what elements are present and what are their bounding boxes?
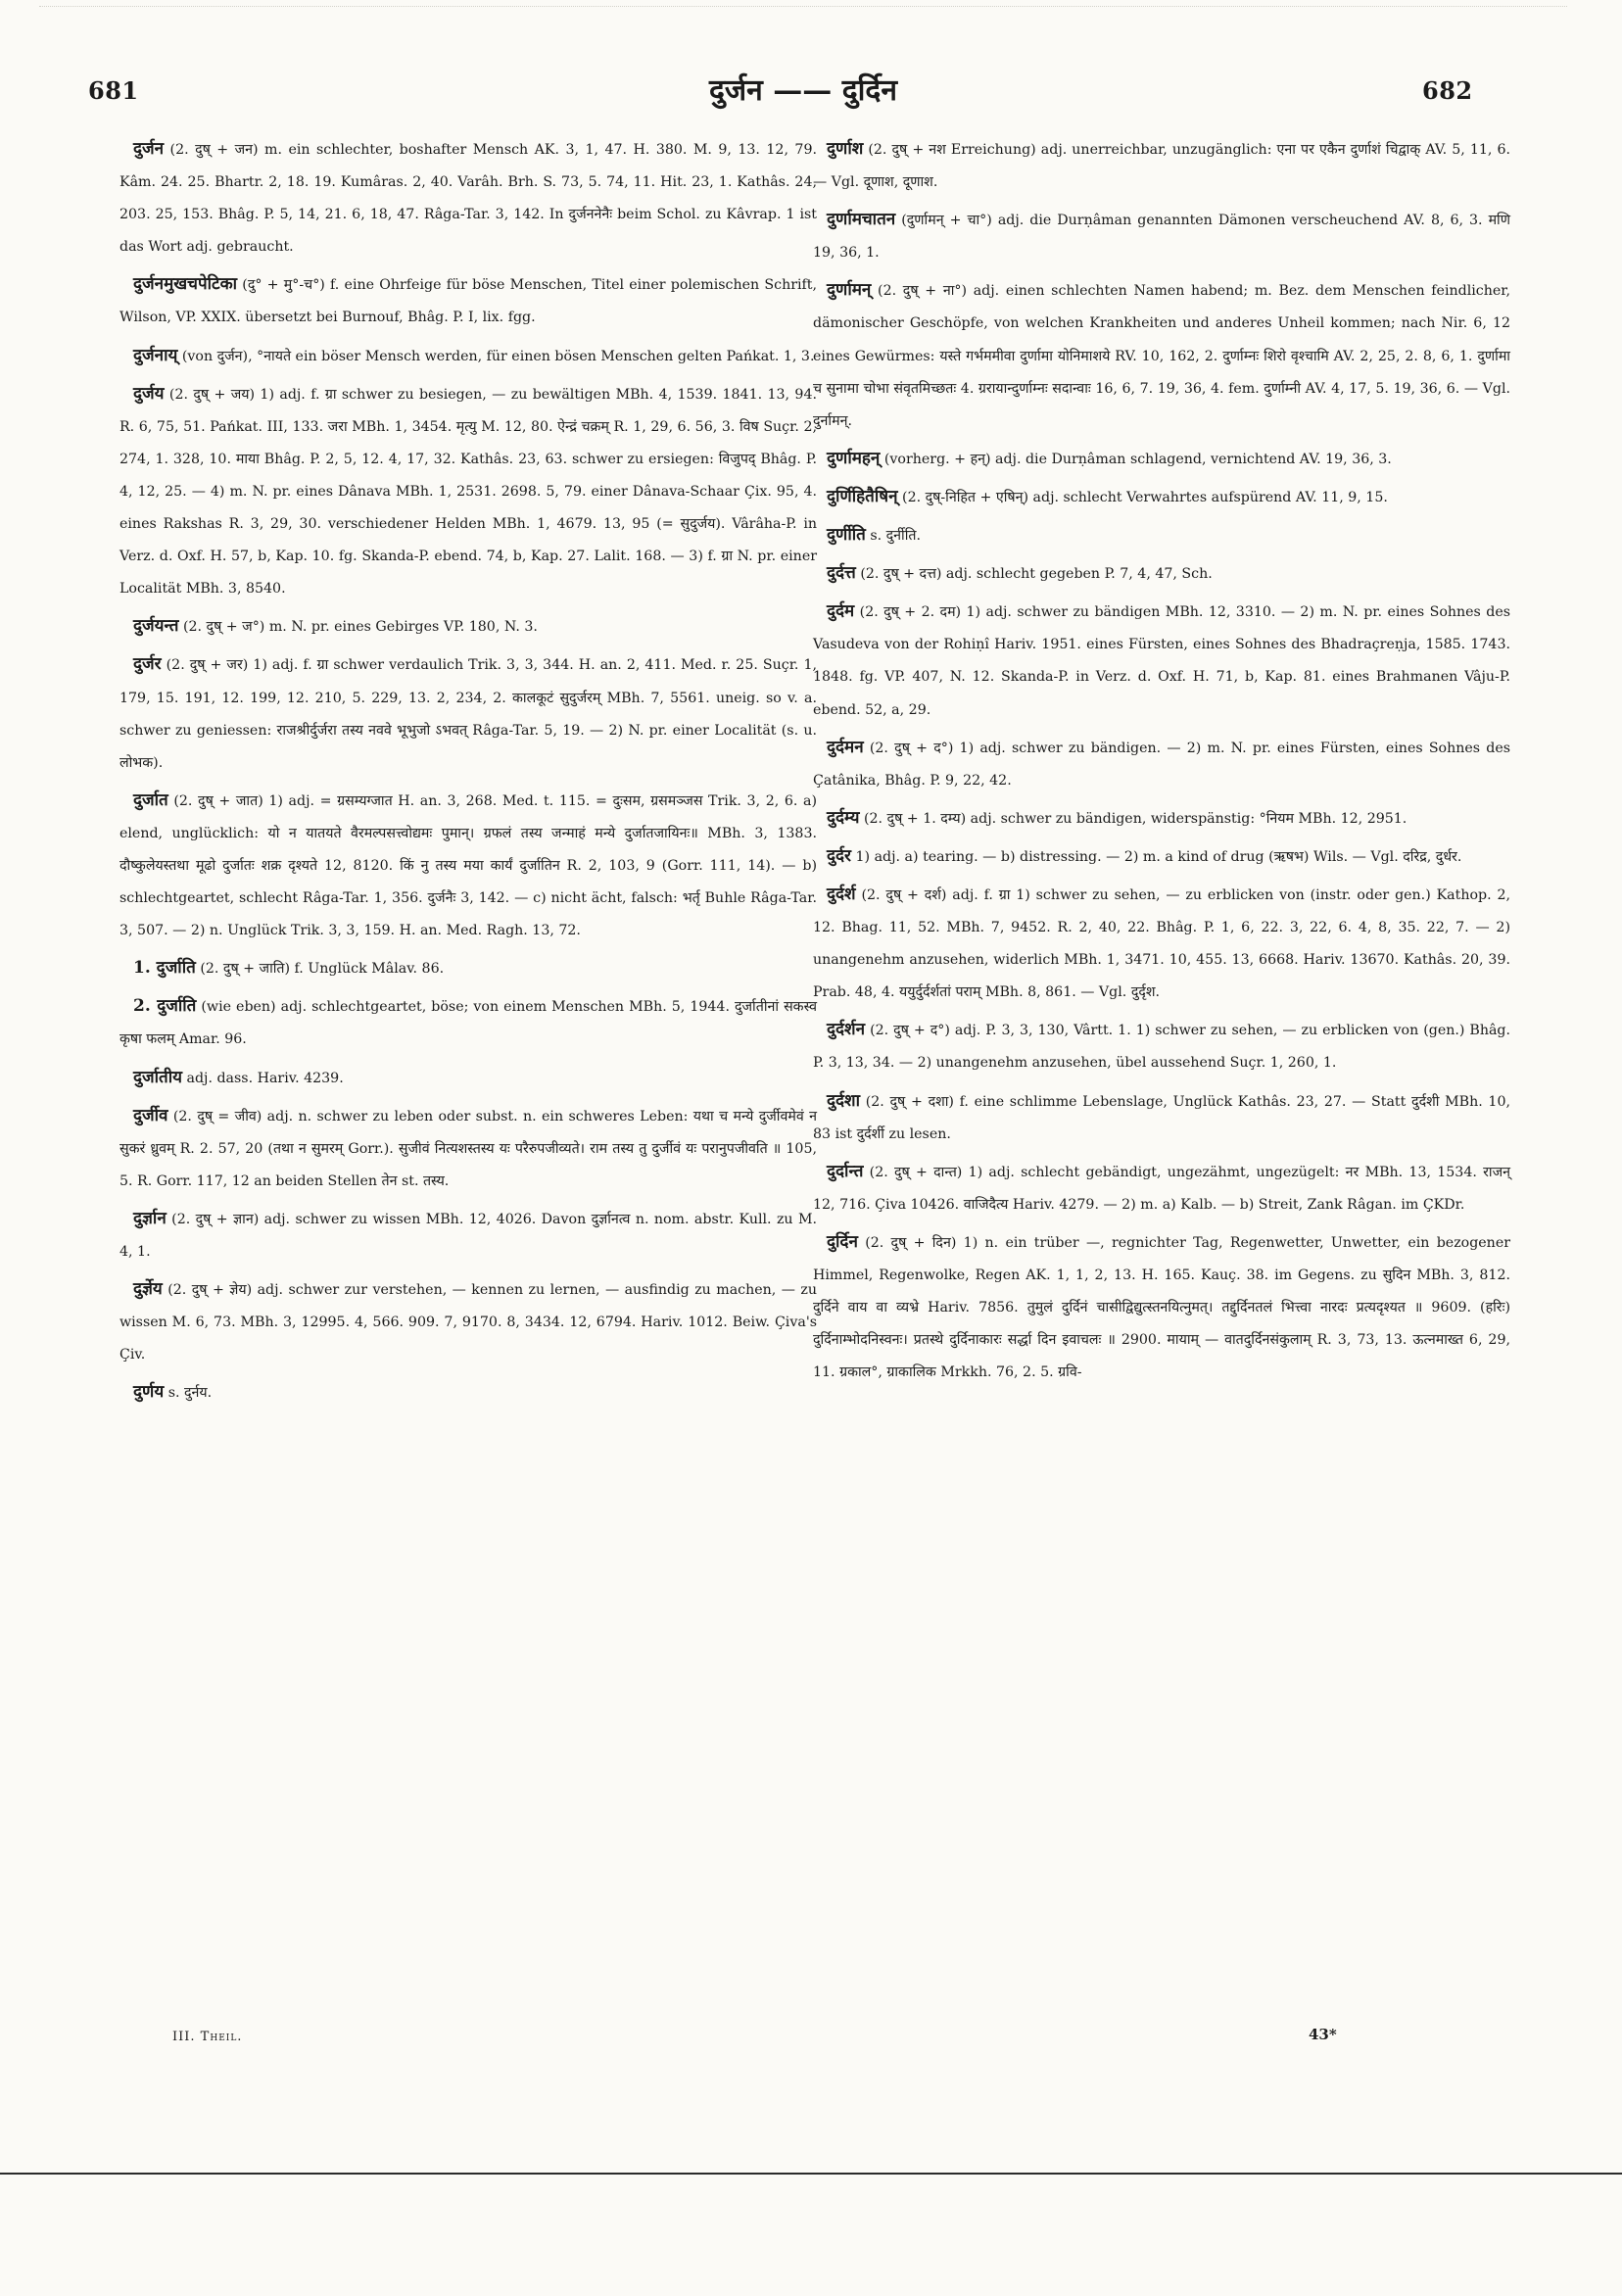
entry-headword: दुर्जय xyxy=(133,383,165,404)
entry-headword: 2. दुर्जाति xyxy=(133,996,197,1017)
entry-headword: दुर्दिन xyxy=(827,1231,858,1252)
entry-headword: दुर्जात xyxy=(133,789,168,810)
entry-headword: दुर्णाश xyxy=(827,139,864,159)
entry-text: (2. दुष् + दिन) 1) n. ein trüber —, regnichter Tag, Regenwetter, Unwetter, ein bezogener Himmel, Regenwolke, Regen AK. 1, 1, 2, 13. H. 165. Kauç. 38. im Gegens. zu सुदिन MBh. 3, 812. दुर्दिने वाय वा व्यभ्रे Hariv. 7856. तुमुलं दुर्दिनं चासीद्विद्युत्स्तनयित्नुमत्। तद्दुर्दिनतलं भित्त्वा नारदः प्रत्यदृश्यत ॥ 9609. (हरिः) दुर्दिनाम्भोदनिस्वनः। प्रतस्थे दुर्दिनाकारः सर्द्धा दिन इवाचलः ॥ 2900. मायाम् — वातदुर्दिनसंकुलाम् R. 3, 73, 13. ऊत्नमाख्त 6, 29, 11. ग्रकाल°, ग्राकालिक Mrkkh. 76, 2. 5. ग्रवि- xyxy=(813,1234,1510,1381)
entry-headword: दुर्जनमुखचपेटिका xyxy=(133,274,238,295)
dictionary-entry xyxy=(813,133,1510,199)
entry-text: (2. दुष् + दशा) f. eine schlimme Lebenslage, Unglück Kathâs. 23, 27. — Statt दुर्दशी MBh. 10, 83 ist दुर्दर्शी zu lesen. xyxy=(813,1093,1510,1142)
entry-text: (2. दुष् + जर) 1) adj. f. ग्रा schwer verdaulich Trik. 3, 3, 344. H. an. 2, 411. Med. r. 25. Suçr. 1, 179, 15. 191, 12. 199, 12. 210, 5. 229, 13. 2, 234, 2. कालकूटं सुदुर्जरम् MBh. 7, 5561. uneig. so v. a. schwer zu geniessen: राजश्रीर्दुर्जरा तस्य नववे भूभुजो ऽभवत् Râga-Tar. 5, 19. — 2) N. pr. einer Localität (s. u. लोभक). xyxy=(119,657,817,771)
entry-headword: दुर्जनाय् xyxy=(133,345,178,365)
dictionary-entry xyxy=(813,802,1510,836)
dictionary-entry xyxy=(119,648,817,779)
dictionary-entry xyxy=(813,1226,1510,1389)
dictionary-entry xyxy=(813,1014,1510,1079)
dictionary-entry xyxy=(119,952,817,985)
entry-text: (2. दुष् + द°) adj. P. 3, 3, 130, Vârtt. 1. 1) schwer zu sehen, — zu erblicken von (gen.) Bhâg. P. 3, 13, 34. — 2) unangenehm anzusehen, übel aussehend Suçr. 1, 260, 1. xyxy=(813,1023,1511,1072)
dictionary-entry xyxy=(813,557,1510,591)
entry-headword: दुर्णामचातन xyxy=(827,210,896,230)
dictionary-entry xyxy=(813,879,1510,1009)
entry-text: (vorherg. + हन्) adj. die Durṇâman schlagend, vernichtend AV. 19, 36, 3. xyxy=(883,451,1392,467)
dictionary-entry xyxy=(119,1203,817,1268)
entry-text: (2. दुष् = जीव) adj. n. schwer zu leben oder subst. n. ein schweres Leben: यथा च मन्ये दुर्जीवमेवं न सुकरं ध्रुवम् R. 2. 57, 20 (तथा न सुमरम् Gorr.). सुजीवं नित्यशस्तस्य यः परैरुपजीव्यते। राम तस्य तु दुर्जीवं यः परानुपजीवति ॥ 105, 5. R. Gorr. 117, 12 an beiden Stellen तेन st. तस्य. xyxy=(119,1108,817,1189)
entry-text: (दुर्णामन् + चा°) adj. die Durṇâman genannten Dämonen verscheuchend AV. 8, 6, 3. मणि 19, 36, 1. xyxy=(813,213,1510,262)
entry-headword: दुर्जीव xyxy=(133,1105,168,1125)
entry-text: (2. दुष् + जात) 1) adj. = ग्रसम्यग्जात H. an. 3, 268. Med. t. 115. = दुःसम, ग्रसमञ्जस Trik. 3, 2, 6. a) elend, unglücklich: यो न यातयते वैरमल्पसत्त्वोद्यमः पुमान्। ग्रफलं तस्य जन्माहं मन्ये दुर्जातजायिनः॥ MBh. 3, 1383. दौष्कुलेयस्तथा मूढो दुर्जातः शक्र दृश्यते 12, 8120. किं नु तस्य मया कार्यं दुर्जातिन R. 2, 103, 9 (Gorr. 111, 14). — b) schlechtgeartet, schlecht Râga-Tar. 1, 356. दुर्जनैः 3, 142. — c) nicht ächt, falsch: भर्तृ Buhle Râga-Tar. 3, 507. — 2) n. Unglück Trik. 3, 3, 159. H. an. Med. Ragh. 13, 72. xyxy=(119,792,817,939)
entry-headword: दुर्णामन् xyxy=(827,280,872,301)
dictionary-entry xyxy=(813,596,1510,726)
entry-headword: दुर्दम्य xyxy=(827,807,860,828)
dictionary-entry xyxy=(119,268,817,334)
entry-headword: दुर्दमन xyxy=(827,737,864,757)
entry-headword: दुर्णीति xyxy=(827,525,866,546)
dictionary-entry xyxy=(119,990,817,1056)
entry-headword: दुर्जन xyxy=(133,139,165,159)
dictionary-entry xyxy=(813,1085,1510,1151)
entry-headword: दुर्दम xyxy=(827,601,855,622)
entry-text: (2. दुष् + दर्श) adj. f. ग्रा 1) schwer zu sehen, — zu erblicken von (instr. oder gen.) Kathop. 2, 12. Bhag. 11, 52. MBh. 7, 9452. R. 2, 40, 22. Bhâg. P. 1, 6, 22. 3, 22, 6. 4, 8, 35. 22, 7. — 2) unangenehm anzusehen, widerlich MBh. 1, 3471. 10, 455. 13, 6668. Hariv. 13670. Kathâs. 20, 39. Prab. 48, 4. ययुर्दुर्दर्शतां पराम् MBh. 8, 861. — Vgl. दुर्दृश. xyxy=(813,886,1510,1001)
entry-text: (2. दुष् + नश Erreichung) adj. unerreichbar, unzugänglich: एना पर एकैन दुर्णाशं चिद्वाक् AV. 5, 11, 6. — Vgl. दूणाश, दूणाश. xyxy=(813,142,1510,191)
entry-headword: दुर्णिहितैषिन् xyxy=(827,486,898,506)
entry-text: (2. दुष्-निहित + एषिन्) adj. schlecht Verwahrtes aufspürend AV. 11, 9, 15. xyxy=(902,489,1388,505)
entry-text: s. दुर्नय. xyxy=(167,1385,213,1402)
entry-headword: दुर्णामहन् xyxy=(827,448,881,468)
dictionary-entry xyxy=(813,204,1510,269)
entry-text: 1) adj. a) tearing. — b) distressing. — 2) m. a kind of drug (ऋषभ) Wils. — Vgl. दरिद्र, दुर्धर. xyxy=(855,848,1462,865)
entry-headword: दुर्दत्त xyxy=(827,563,856,584)
entry-headword: दुर्दान्त xyxy=(827,1161,864,1181)
dictionary-entry xyxy=(119,785,817,947)
entry-text: (von दुर्जन), °नायते ein böser Mensch werden, für einen bösen Menschen gelten Pańkat. 1, 3. xyxy=(181,348,815,364)
entry-text: (2. दुष् + जय) 1) adj. f. ग्रा schwer zu besiegen, — zu bewältigen MBh. 4, 1539. 1841. 13, 94. R. 6, 75, 51. Pańkat. III, 133. जरा MBh. 1, 3454. मृत्यु M. 12, 80. ऐन्द्रं चक्रम् R. 1, 29, 6. 56, 3. विष Suçr. 2, 274, 1. 328, 10. माया Bhâg. P. 2, 5, 12. 4, 17, 32. Kathâs. 23, 63. schwer zu ersiegen: विजुपद् Bhâg. P. 4, 12, 25. — 4) m. N. pr. eines Dânava MBh. 1, 2531. 2698. 5, 79. einer Dânava-Schaar Çix. 95, 4. eines Rakshas R. 3, 29, 30. verschiedener Helden MBh. 1, 4679. 13, 95 (= सुदुर्जय). Vârâha-P. in Verz. d. Oxf. H. 57, b, Kap. 10. fg. Skanda-P. ebend. 74, b, Kap. 27. Lalit. 168. — 3) f. ग्रा N. pr. einer Localität MBh. 3, 8540. xyxy=(119,386,817,598)
entry-text: (2. दुष् + दत्त) adj. schlecht gegeben P. 7, 4, 47, Sch. xyxy=(860,566,1213,583)
entry-text: (2. दुष् + दान्त) 1) adj. schlecht gebändigt, ungezähmt, ungezügelt: नर MBh. 13, 1534. राजन् 12, 716. Çiva 10426. वाजिदैत्य Hariv. 4279. — 2) m. a) Kalb. — b) Streit, Zank Râgan. im ÇKDr. xyxy=(813,1164,1511,1213)
page-number-left: 681 xyxy=(88,76,139,105)
entry-headword: दुर्जातीय xyxy=(133,1067,182,1087)
scan-edge xyxy=(39,6,1567,17)
dictionary-entry xyxy=(119,1062,817,1095)
dictionary-entry xyxy=(813,481,1510,514)
dictionary-entry xyxy=(119,1100,817,1198)
dictionary-entry xyxy=(813,443,1510,476)
dictionary-entry xyxy=(119,610,817,644)
dictionary-entry xyxy=(119,378,817,606)
dictionary-entry xyxy=(813,1156,1510,1221)
entry-headword: दुर्जयन्त xyxy=(133,616,179,637)
dictionary-entry xyxy=(813,732,1510,797)
entry-text: (2. दुष् + 1. दम्य) adj. schwer zu bändigen, widerspänstig: °नियम MBh. 12, 2951. xyxy=(863,810,1407,827)
entry-text: (2. दुष् + 2. दम) 1) adj. schwer zu bändigen MBh. 12, 3310. — 2) m. N. pr. eines Sohnes des Vasudeva von der Rohiṇî Hariv. 1951. eines Fürsten, eines Sohnes des Bhadraçreṇja, 1585. 1743. 1848. fg. VP. 407, N. 12. Skanda-P. in Verz. d. Oxf. H. 71, b, Kap. 81. eines Brahmanen Vâju-P. ebend. 52, a, 29. xyxy=(813,604,1510,718)
dictionary-entry xyxy=(813,840,1510,874)
entry-headword: दुर्दर्शन xyxy=(827,1020,866,1040)
entry-text: (2. दुष् + जाति) f. Unglück Mâlav. 86. xyxy=(200,961,445,978)
dictionary-entry xyxy=(813,274,1510,437)
signature-mark: 43* xyxy=(1309,2026,1337,2043)
entry-headword: दुर्णय xyxy=(133,1382,165,1403)
entry-text: (2. दुष् + ज्ञेय) adj. schwer zur verstehen, — kennen zu lernen, — ausfindig zu machen, — zu wissen M. 6, 73. MBh. 3, 12995. 4, 566. 909. 7, 9170. 8, 3434. 12, 6794. Hariv. 1012. Beiw. Çiva's Çiv. xyxy=(119,1282,817,1363)
page-number-right: 682 xyxy=(1422,76,1473,105)
entry-text: (2. दुष् + जन) m. ein schlechter, boshafter Mensch AK. 3, 1, 47. H. 380. M. 9, 13. 12, 79. Kâm. 24. 25. Bhartr. 2, 18. 19. Kumâras. 2, 40. Varâh. Brh. S. 73, 5. 74, 11. Hit. 23, 1. Kathâs. 24, 203. 25, 153. Bhâg. P. 5, 14, 21. 6, 18, 47. Râga-Tar. 3, 142. In दुर्जननेनैः beim Schol. zu Kâvrap. 1 ist das Wort adj. gebraucht. xyxy=(119,142,817,256)
running-head: दुर्जन —— दुर्दिन xyxy=(708,73,897,108)
entry-text: (2. दुष् + द°) 1) adj. schwer zu bändigen. — 2) m. N. pr. eines Fürsten, eines Sohnes des Çatânika, Bhâg. P. 9, 22, 42. xyxy=(813,740,1511,789)
entry-headword: दुर्दशा xyxy=(827,1090,861,1111)
entry-text: (2. दुष् + ना°) adj. einen schlechten Namen habend; m. Bez. dem Menschen feindlicher, dämonischer Geschöpfe, von welchen Krankheiten und anderes Unheil kommen; nach Nir. 6, 12 eines Gewürmes: यस्ते गर्भममीवा दुर्णामा योनिमाशये RV. 10, 162, 2. दुर्णाम्नः शिरो वृश्चामि AV. 2, 25, 2. 8, 6, 1. दुर्णामा च सुनामा चोभा संवृतमिच्छतः 4. ग्ररायान्दुर्णाम्नः सदान्वाः 16, 6, 7. 19, 36, 4. fem. दुर्णाम्नी AV. 4, 17, 5. 19, 36, 6. — Vgl. दुर्नामन्. xyxy=(813,283,1510,429)
entry-headword: 1. दुर्जाति xyxy=(133,958,196,979)
entry-text: (2. दुष् + ज्ञान) adj. schwer zu wissen MBh. 12, 4026. Davon दुर्ज्ञानत्व n. nom. abstr. Kull. zu M. 4, 1. xyxy=(119,1211,818,1260)
dictionary-entry xyxy=(119,1273,817,1371)
dictionary-entry xyxy=(119,1376,817,1410)
dictionary-entry xyxy=(119,133,817,263)
bottom-rule xyxy=(0,2173,1622,2175)
dictionary-entry xyxy=(119,340,817,373)
left-column xyxy=(119,133,817,1414)
dictionary-entry xyxy=(813,519,1510,552)
entry-text: (wie eben) adj. schlechtgeartet, böse; von einem Menschen MBh. 5, 1944. दुर्जातीनां सकस्व कृषा फलम् Amar. 96. xyxy=(119,999,817,1048)
entry-headword: दुर्दर्श xyxy=(827,884,856,904)
entry-text: s. दुर्नीति. xyxy=(870,528,921,545)
entry-headword: दुर्जर xyxy=(133,654,162,675)
right-column xyxy=(813,133,1510,1394)
entry-text: (2. दुष् + ज°) m. N. pr. eines Gebirges VP. 180, N. 3. xyxy=(182,619,538,636)
entry-text: (दु° + मु°-च°) f. eine Ohrfeige für böse Menschen, Titel einer polemischen Schrift, Wilson, VP. XXIX. übersetzt bei Burnouf, Bhâg. P. I, lix. fgg. xyxy=(119,277,818,326)
part-label: III. Theil. xyxy=(172,2030,243,2044)
entry-text: adj. dass. Hariv. 4239. xyxy=(186,1070,344,1086)
entry-headword: दुर्ज्ञान xyxy=(133,1208,167,1228)
entry-headword: दुर्ज्ञेय xyxy=(133,1279,163,1300)
entry-headword: दुर्दर xyxy=(827,845,852,866)
